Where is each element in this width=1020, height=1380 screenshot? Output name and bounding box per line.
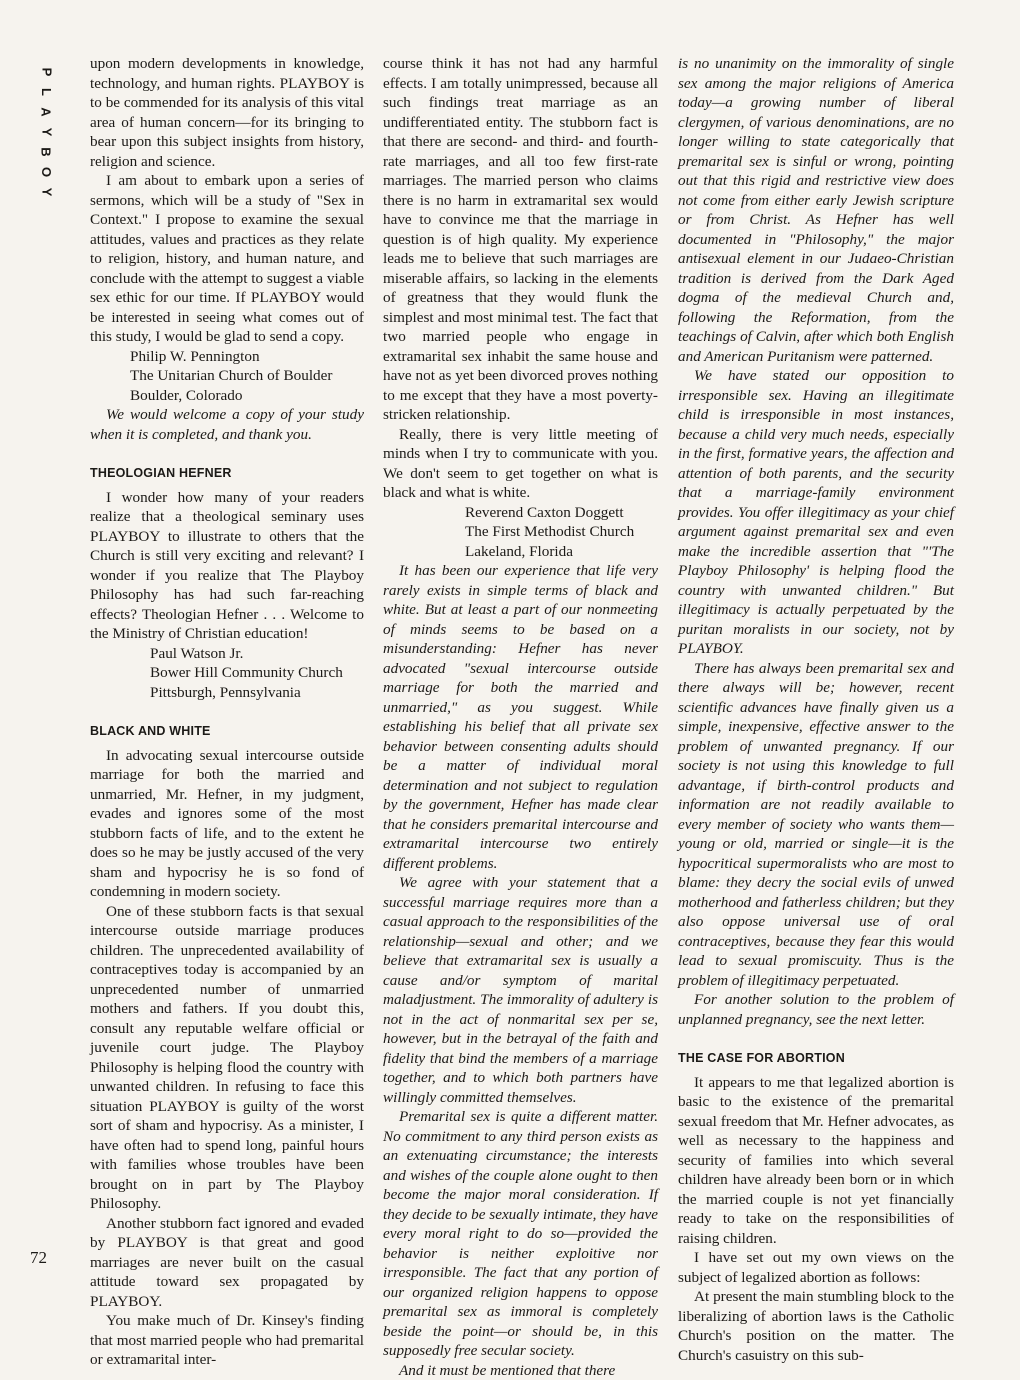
letter-signature (150, 644, 364, 703)
editor-reply: There has always been premarital sex and there always will be; however, recent scientific advances have finally given us a simple, inexpensive, effective answer to the problem of unwanted pregnancy. If our society is not using this knowledge to full advantage, if birth-control products and information are not readily available to every member of society who wants them—young or old, married or single—it is the hypocritical supermoralists who are most to blame: they decry the social evils of unwed motherhood and fatherless children; but they also oppose universal use of oral contraceptives, because they fear this would lead to sexual promiscuity. Thus is the problem of illegitimacy perpetuated. (678, 659, 954, 991)
spine-letter: P (36, 68, 56, 77)
editor-reply: And it must be mentioned that there (383, 1361, 658, 1380)
spine-letter: Y (36, 128, 56, 137)
editor-reply: Premarital sex is quite a different matter. No commitment to any third person exists as an extenuating circumstance; the interests and wishes of the couple alone ought to then become the major moral consideration. If they decide to be sexually intimate, they have every moral right to do so—provided the behavior is neither exploitive nor irresponsible. The fact that any portion of our organized religion happens to oppose premarital sex as immoral is completely beside the point—or should be, in this supposedly free secular society. (383, 1107, 658, 1361)
column-1 (90, 54, 364, 1370)
signature-org: The Unitarian Church of Boulder (130, 366, 364, 386)
column-3 (678, 54, 954, 1365)
signature-name: Paul Watson Jr. (150, 644, 364, 664)
letter-paragraph: One of these stubborn facts is that sexual intercourse outside marriage produces children. The unprecedented availability of contraceptives today is accompanied by an unprecedented number of unmarried mothers and fathers. If you doubt this, consult any reputable welfare official or juvenile court judge. The Playboy Philosophy is helping flood the country with unwanted children. In refusing to face this situation PLAYBOY is guilty of the worst sort of sham and hypocrisy. As a minister, I have often had to spend long, painful hours with families whose troubles have been brought on in part by The Playboy Philosophy. (90, 902, 364, 1214)
signature-name: Reverend Caxton Doggett (465, 503, 658, 523)
letter-paragraph: Really, there is very little meeting of minds when I try to communicate with you. We don't seem to get together on what is black and what is white. (383, 425, 658, 503)
signature-org: The First Methodist Church (465, 522, 658, 542)
letter-paragraph: In advocating sexual intercourse outside marriage for both the married and unmarried, Mr. Hefner, in my judgment, evades and ignores some of the most stubborn facts of life, and to the extent he does so he may be justly accused of the very sham and hypocrisy he is so fond of condemning in modern society. (90, 746, 364, 902)
spine-letter: L (36, 88, 56, 96)
letter-paragraph: upon modern developments in knowledge, technology, and human rights. PLAYBOY is to be commended for its analysis of this vital area of human concern—for its bringing to bear upon this subject insights from history, religion and science. (90, 54, 364, 171)
letter-paragraph: Another stubborn fact ignored and evaded by PLAYBOY is that great and good marriages are never built on the casual attitude toward sex propagated by PLAYBOY. (90, 1214, 364, 1312)
spine-letter: B (36, 147, 56, 156)
letter-signature (465, 503, 658, 562)
letter-heading: BLACK AND WHITE (90, 722, 364, 742)
magazine-spine-title (36, 62, 56, 202)
editor-reply: We agree with your statement that a successful marriage requires more than a casual approach to the responsibilities of the relationship—sexual and other; and we believe that extramarital sex is usually a cause and/or symptom of marital maladjustment. The immorality of adultery is not in the act of nonmarital sex per se, however, but in the betrayal of the faith and fidelity that bind the members of a marriage together, and to which both partners have willingly committed themselves. (383, 873, 658, 1107)
signature-location: Pittsburgh, Pennsylvania (150, 683, 364, 703)
editor-reply: is no unanimity on the immorality of single sex among the major religions of America today—a growing number of liberal clergymen, of various denominations, are no longer willing to state categorically that premarital sex is sinful or wrong, pointing out that this rigid and restrictive view does not come from either early Jewish scripture or from Christ. As Hefner has well documented in "Philosophy," the major antisexual element in our Judaeo-Christian tradition is derived from the Dark Aged dogma of the medieval Church and, following the Reformation, from the teachings of Calvin, after which both English and American Puritanism were patterned. (678, 54, 954, 366)
spine-letter: A (36, 107, 56, 116)
letter-paragraph: You make much of Dr. Kinsey's finding that most married people who had premarital or extramarital inter- (90, 1311, 364, 1370)
column-2 (383, 54, 658, 1380)
letter-paragraph: At present the main stumbling block to the liberalizing of abortion laws is the Catholic Church's position on the matter. The Church's casuistry on this sub- (678, 1287, 954, 1365)
signature-name: Philip W. Pennington (130, 347, 364, 367)
editor-reply: It has been our experience that life very rarely exists in simple terms of black and white. But at least a part of our nonmeeting of minds seems to be based on a misunderstanding: Hefner has never advocated "sexual intercourse outside marriage for both the married and unmarried," as you suggest. While establishing his belief that all private sex behavior between consenting adults should be a matter of individual moral determination and not subject to regulation by the government, Hefner has made clear that he considers premarital intercourse and extramarital intercourse two entirely different problems. (383, 561, 658, 873)
signature-org: Bower Hill Community Church (150, 663, 364, 683)
letter-paragraph: I have set out my own views on the subject of legalized abortion as follows: (678, 1248, 954, 1287)
letter-paragraph: I am about to embark upon a series of sermons, which will be a study of "Sex in Context." I propose to examine the sexual attitudes, values and practices as they relate to religion, history, and human nature, and conclude with the attempt to suggest a viable sex ethic for our time. If PLAYBOY would be interested in seeing what comes out of this study, I would be glad to send a copy. (90, 171, 364, 347)
letter-heading: THEOLOGIAN HEFNER (90, 464, 364, 484)
editor-reply: For another solution to the problem of unplanned pregnancy, see the next letter. (678, 990, 954, 1029)
letter-paragraph: It appears to me that legalized abortion is basic to the existence of the premarital sexual freedom that Mr. Hefner advocates, as well as necessary to the happiness and security of families into which several children have already been born or in which the married couple is not yet financially ready to take on the responsibilities of raising children. (678, 1073, 954, 1249)
spine-letter: O (36, 167, 56, 177)
signature-location: Boulder, Colorado (130, 386, 364, 406)
letter-heading: THE CASE FOR ABORTION (678, 1049, 954, 1069)
letter-paragraph: course think it has not had any harmful effects. I am totally unimpressed, because all such findings treat marriage as an undifferentiated entity. The stubborn fact is that there are second- and third- and fourth-rate marriages, and all too few first-rate marriages. The married person who claims there is no harm in extramarital sex would have to convince me that the marriage in question is of high quality. My experience leads me to believe that such marriages are miserable affairs, so lacking in the elements of greatness that they would flunk the simplest and most minimal test. The fact that two married people who engage in extramarital sex inhabit the same house and have not as yet been divorced proves nothing to me except that they have a most poverty-stricken relationship. (383, 54, 658, 425)
editor-reply: We have stated our opposition to irresponsible sex. Having an illegitimate child is irresponsible in most instances, because a child very much needs, especially in the first, formative years, the affection and attention of both parents, and the security that a marriage-family environment provides. You offer illegitimacy as your chief argument against premarital sex and even make the incredible assertion that "'The Playboy Philosophy' is helping flood the country with unwanted children." But illegitimacy is actually perpetuated by the puritan moralists in our society, not by PLAYBOY. (678, 366, 954, 659)
letter-signature (130, 347, 364, 406)
page-number: 72 (30, 1248, 47, 1268)
spine-letter: Y (36, 188, 56, 197)
editor-reply: We would welcome a copy of your study when it is completed, and thank you. (90, 405, 364, 444)
signature-location: Lakeland, Florida (465, 542, 658, 562)
letter-paragraph: I wonder how many of your readers realize that a theological seminary uses PLAYBOY to illustrate to others that the Church is still very exciting and relevant? I wonder if you realize that The Playboy Philosophy has had such far-reaching effects? Theologian Hefner . . . Welcome to the Ministry of Christian education! (90, 488, 364, 644)
